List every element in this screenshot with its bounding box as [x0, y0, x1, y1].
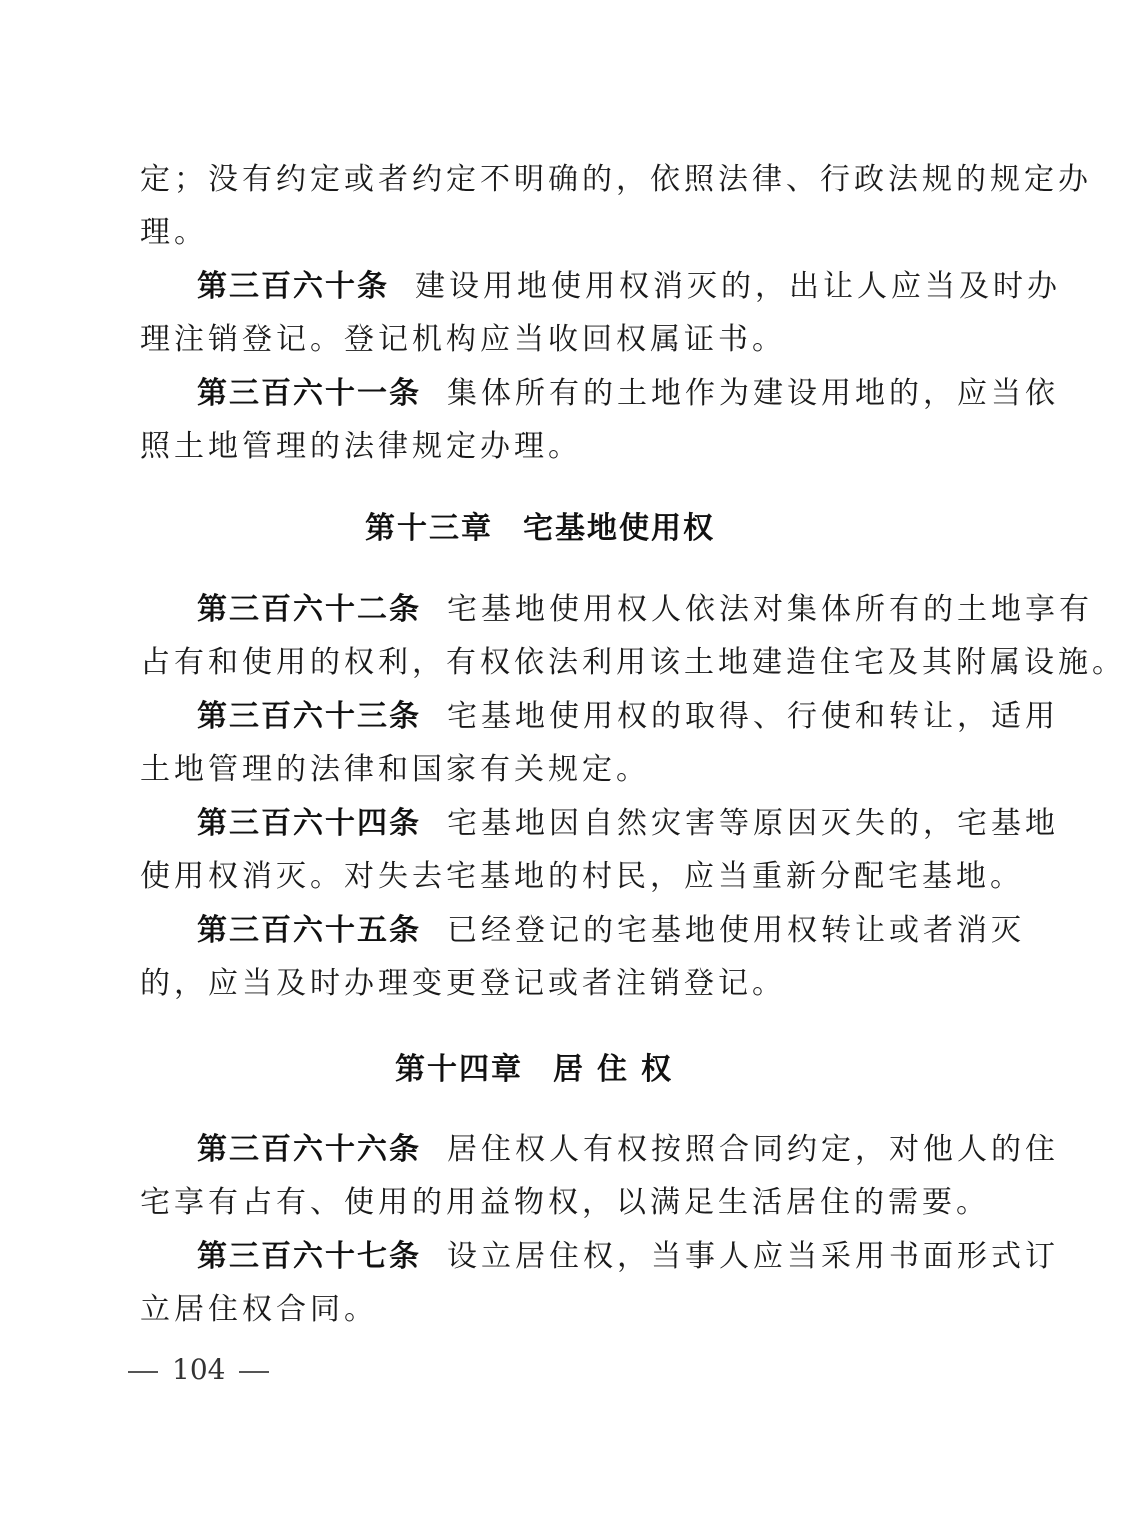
- chapter-heading: [0, 509, 1080, 549]
- article-number: 第三百六十三条: [197, 699, 421, 734]
- article-text: 宅基地使用权人依法对集体所有的土地享有: [447, 592, 1093, 627]
- chapter-heading: [0, 1050, 1080, 1090]
- article-363-first-line: [197, 697, 1059, 737]
- article-364-first-line: [197, 804, 1059, 844]
- article-text: 宅基地因自然灾害等原因灭失的，宅基地: [447, 806, 1059, 841]
- article-366-first-line: [197, 1130, 1059, 1170]
- article-text: 居住权人有权按照合同约定，对他人的住: [447, 1132, 1059, 1167]
- body-text-line: 使用权消灭。对失去宅基地的村民，应当重新分配宅基地。: [140, 859, 1024, 894]
- page-number-dash: [128, 1371, 158, 1373]
- article-text: 宅基地使用权的取得、行使和转让，适用: [447, 699, 1059, 734]
- article-361-first-line: [197, 374, 1059, 414]
- article-365-first-line: [197, 911, 1025, 951]
- body-text-line: 照土地管理的法律规定办理。: [140, 429, 582, 464]
- article-number: 第三百六十七条: [197, 1239, 421, 1274]
- article-text: 已经登记的宅基地使用权转让或者消灭: [447, 913, 1025, 948]
- article-number: 第三百六十四条: [197, 806, 421, 841]
- body-text-line: 土地管理的法律和国家有关规定。: [140, 752, 650, 787]
- chapter-number: 第十四章: [395, 1052, 523, 1087]
- article-number: 第三百六十六条: [197, 1132, 421, 1167]
- article-number: 第三百六十一条: [197, 376, 421, 411]
- body-text-line: 立居住权合同。: [140, 1292, 378, 1327]
- chapter-number: 第十三章: [365, 511, 493, 546]
- body-text-line: 理。: [140, 215, 208, 250]
- article-text: 建设用地使用权消灭的，出让人应当及时办: [415, 269, 1061, 304]
- article-number: 第三百六十五条: [197, 913, 421, 948]
- page-number: [128, 1350, 269, 1390]
- page-number-value: 104: [172, 1353, 226, 1386]
- page-number-dash: [239, 1371, 269, 1373]
- chapter-title: 居住权: [553, 1052, 685, 1087]
- article-text: 集体所有的土地作为建设用地的，应当依: [447, 376, 1059, 411]
- body-text-line: 占有和使用的权利，有权依法利用该土地建造住宅及其附属设施。: [140, 645, 1126, 680]
- body-text-line: 定；没有约定或者约定不明确的，依照法律、行政法规的规定办: [140, 162, 1092, 197]
- article-number: 第三百六十条: [197, 269, 389, 304]
- article-362-first-line: [197, 590, 1093, 630]
- body-text-line: 的，应当及时办理变更登记或者注销登记。: [140, 966, 786, 1001]
- article-360-first-line: [197, 267, 1061, 307]
- chapter-title: 宅基地使用权: [523, 511, 715, 546]
- article-number: 第三百六十二条: [197, 592, 421, 627]
- article-text: 设立居住权，当事人应当采用书面形式订: [447, 1239, 1059, 1274]
- body-text-line: 宅享有占有、使用的用益物权，以满足生活居住的需要。: [140, 1185, 990, 1220]
- article-367-first-line: [197, 1237, 1059, 1277]
- body-text-line: 理注销登记。登记机构应当收回权属证书。: [140, 322, 786, 357]
